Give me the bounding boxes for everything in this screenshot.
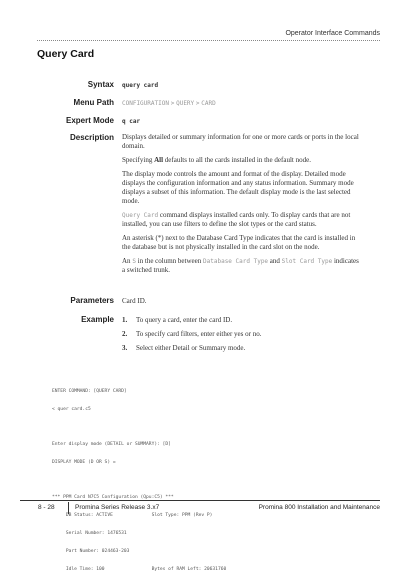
footer-page-number: 8 - 28 [38, 504, 55, 511]
expert-mode-label: Expert Mode [65, 116, 114, 125]
menu-path-label: Menu Path [73, 98, 114, 107]
syntax-label: Syntax [87, 80, 114, 89]
footer-book-title: Promina 800 Installation and Maintenance [258, 504, 380, 511]
description-label: Description [69, 133, 114, 142]
terminal-blank-line [52, 478, 392, 483]
example-step: 2. To specify card filters, enter either yes or no. [122, 330, 262, 338]
terminal-line: Part Number: 024463-203 [52, 549, 130, 554]
running-header: Operator Interface Commands [285, 30, 380, 37]
footer-rule [20, 500, 380, 501]
description-paragraph: An asterisk (*) next to the Database Card Type indicates that the card is installed in the database but is not physically installed in the card slot on the node. [122, 234, 356, 251]
menu-segment-configuration: CONFIGURATION [122, 100, 169, 107]
menu-path-value [122, 99, 360, 108]
expert-mode-command: q car [122, 118, 141, 125]
syntax-command: query card [122, 82, 159, 89]
terminal-blank-line [52, 425, 392, 430]
terminal-line: DISPLAY MODE (D OR S) = [52, 460, 116, 465]
menu-segment-card: CARD [201, 100, 216, 107]
terminal-line: *** PPM Card N7C5 Configuration (Qpu:C5) *** [52, 495, 174, 500]
description-body [122, 133, 360, 280]
menu-segment-query: QUERY [176, 100, 195, 107]
parameters-label: Parameters [70, 296, 114, 305]
example-step: 1. To query a card, enter the card ID. [122, 316, 233, 324]
parameters-value: Card ID. [122, 297, 147, 305]
terminal-output [52, 377, 392, 579]
expert-mode-value [122, 117, 360, 126]
description-paragraph: Specifying All defaults to all the cards installed in the default node. [122, 156, 311, 164]
page-title: Query Card [37, 48, 95, 60]
terminal-line: Enter display mode (DETAIL or SUMMARY): [D] [52, 442, 171, 447]
syntax-value [122, 81, 360, 90]
terminal-line: Serial Number: 1476531 [52, 531, 127, 536]
footer-separator [68, 502, 69, 514]
example-step: 3. Select either Detail or Summary mode. [122, 344, 246, 352]
footer-series: Promina Series Release 3.x7 [75, 504, 160, 511]
description-paragraph: The display mode controls the amount and format of the display. Detailed mode displays the configuration information and any status information. Summary mode displays a subset of this information. The default display mode is the last selected mode. [122, 170, 354, 205]
terminal-line: < quer card.c5 [52, 407, 91, 412]
example-label: Example [81, 315, 114, 324]
terminal-line: ENTER COMMAND: [QUERY CARD] [52, 389, 127, 394]
header-dotted-rule [37, 40, 380, 41]
all-keyword: All [154, 156, 164, 164]
query-card-code: Query Card [122, 212, 159, 219]
terminal-line: Idle Time: 100 Bytes of RAM Left: 20631760 [52, 567, 227, 572]
description-paragraph: An S in the column between Database Card Type and Slot Card Type indicates a switched trunk. [122, 257, 359, 274]
example-steps [122, 316, 360, 358]
menu-separator: > [170, 100, 175, 107]
description-paragraph: Displays detailed or summary information for one or more cards or ports in the local domain. [122, 133, 359, 150]
menu-separator: > [195, 100, 200, 107]
terminal-line: DB Status: ACTIVE Slot Type: PPM (Rev P) [52, 513, 213, 518]
description-paragraph: Query Card command displays installed cards only. To display cards that are not installed, you can use filters to define the slot types or the card status. [122, 211, 351, 228]
